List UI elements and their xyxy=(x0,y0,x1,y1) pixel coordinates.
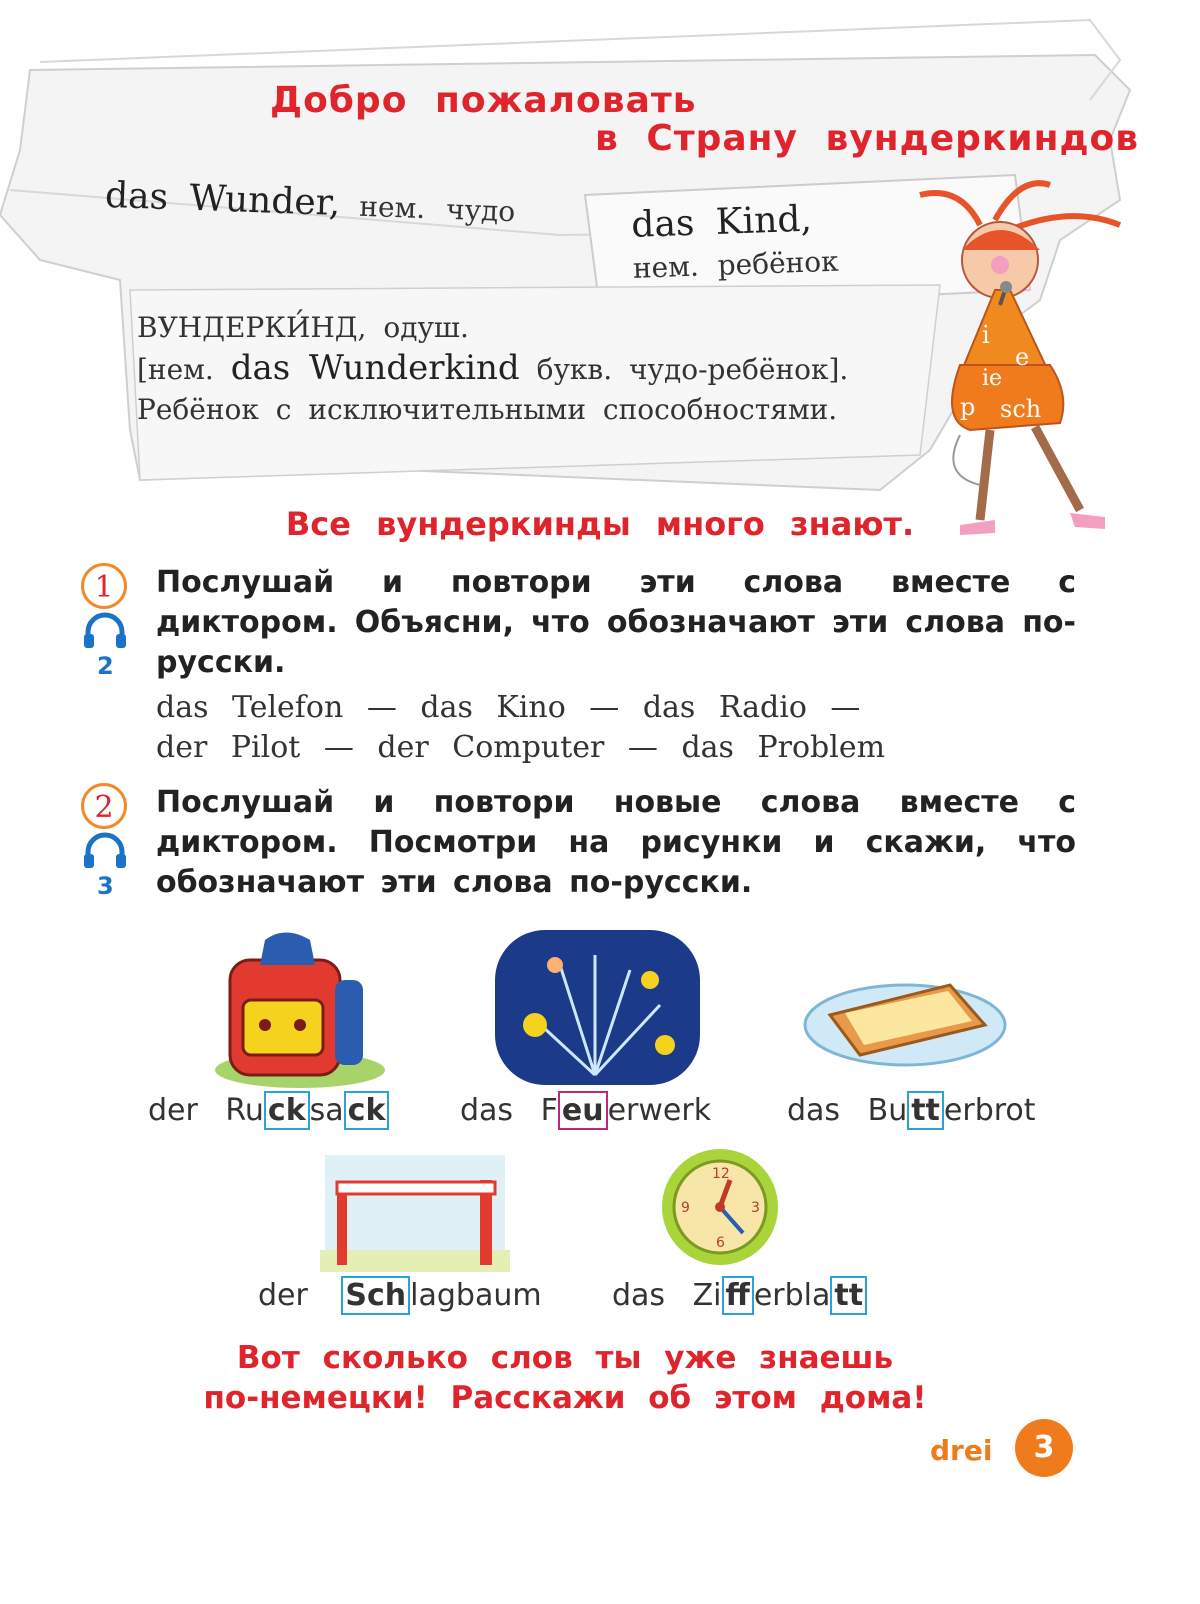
letter-combination-highlight: Sch xyxy=(341,1276,410,1315)
kind-note xyxy=(631,195,914,285)
wunder-word: das Wunder, xyxy=(104,174,342,225)
vocab-zifferblatt xyxy=(612,1278,867,1313)
vocab-article: das xyxy=(787,1093,841,1128)
letter-combination-highlight: ck xyxy=(264,1091,310,1130)
vocab-part: erwerk xyxy=(607,1093,712,1128)
task1-words-line1: das Telefon — das Kino — das Radio — xyxy=(156,690,861,725)
task1-words xyxy=(156,688,885,768)
headphones-icon[interactable] xyxy=(82,832,128,870)
sandwich-picture xyxy=(800,945,1010,1075)
vocab-part: erbla xyxy=(753,1278,831,1313)
closing-line2: по-немецки! Расскажи об этом дома! xyxy=(203,1380,927,1416)
definition-etymology-pre: [нем. xyxy=(137,353,214,386)
page-title-line2: в Страну вундеркиндов xyxy=(595,118,1140,159)
girl-letter-i: i xyxy=(982,321,990,349)
headphones-icon[interactable] xyxy=(82,612,128,650)
rucksack-picture xyxy=(205,930,395,1090)
clock-number-12: 12 xyxy=(712,1166,730,1182)
vocab-part: sa xyxy=(309,1093,344,1128)
task1-number: 1 xyxy=(81,563,127,609)
vocab-part: Zi xyxy=(692,1278,722,1313)
vocab-article: das xyxy=(612,1278,666,1313)
task2-track-number: 3 xyxy=(97,872,114,900)
clock-number-3: 3 xyxy=(751,1200,760,1216)
task2-number: 2 xyxy=(81,783,127,829)
letter-combination-highlight: ck xyxy=(344,1091,390,1130)
vocab-article: der xyxy=(258,1278,308,1313)
vocab-part: lagbaum xyxy=(410,1278,542,1313)
fireworks-picture xyxy=(490,925,705,1090)
definition-etymology xyxy=(137,348,848,390)
letter-combination-highlight: eu xyxy=(558,1091,608,1130)
kind-translation: нем. ребёнок xyxy=(632,244,840,285)
page-number-word: drei xyxy=(930,1434,993,1467)
singing-girl-illustration xyxy=(900,165,1160,550)
letter-combination-highlight: tt xyxy=(907,1091,944,1130)
definition-meaning: Ребёнок с исключительными способностями. xyxy=(137,393,838,426)
subtitle: Все вундеркинды много знают. xyxy=(285,505,915,543)
girl-letter-e: e xyxy=(1015,343,1030,371)
vocab-rucksack xyxy=(148,1093,389,1128)
clock-number-9: 9 xyxy=(681,1200,690,1216)
vocab-article: das xyxy=(460,1093,514,1128)
barrier-picture xyxy=(315,1150,515,1280)
vocab-part: Ru xyxy=(225,1093,264,1128)
vocab-feuerwerk xyxy=(460,1093,711,1128)
girl-letter-ie: ie xyxy=(982,366,1003,391)
closing-line1: Вот сколько слов ты уже знаешь xyxy=(236,1340,894,1376)
letter-combination-highlight: tt xyxy=(830,1276,867,1315)
definition-etymology-post: букв. чудо-ребёнок]. xyxy=(536,353,849,386)
definition-headword: ВУНДЕРКИ́НД, одуш. xyxy=(137,311,469,344)
task1-instruction: Послушай и повтори эти слова вместе с диктором. Объясни, что обозначают эти слова по-русски. xyxy=(156,565,1076,680)
task1-track-number: 2 xyxy=(97,652,114,680)
vocab-part: erbrot xyxy=(943,1093,1036,1128)
vocab-schlagbaum xyxy=(258,1278,542,1313)
kind-word: das Kind, xyxy=(630,198,813,246)
clock-number-6: 6 xyxy=(716,1235,725,1251)
letter-combination-highlight: ff xyxy=(722,1276,754,1315)
clock-face-picture xyxy=(655,1145,785,1270)
wunder-translation: нем. чудо xyxy=(358,189,516,229)
page-number: 3 xyxy=(1015,1419,1073,1477)
girl-letter-sch: sch xyxy=(1000,395,1042,423)
page-title-line1: Добро пожаловать xyxy=(270,80,697,121)
vocab-article: der xyxy=(148,1093,198,1128)
vocab-part: Bu xyxy=(867,1093,908,1128)
definition-block xyxy=(137,308,848,430)
task2-instruction: Послушай и повтори новые слова вместе с диктором. Посмотри на рисунки и скажи, что обозначают эти слова по-русски. xyxy=(156,785,1076,900)
task1-words-line2: der Pilot — der Computer — das Problem xyxy=(156,730,886,765)
vocab-part: F xyxy=(540,1093,558,1128)
vocab-butterbrot xyxy=(787,1093,1036,1128)
girl-letter-p: p xyxy=(960,393,976,421)
definition-german-word: das Wunderkind xyxy=(230,348,520,388)
